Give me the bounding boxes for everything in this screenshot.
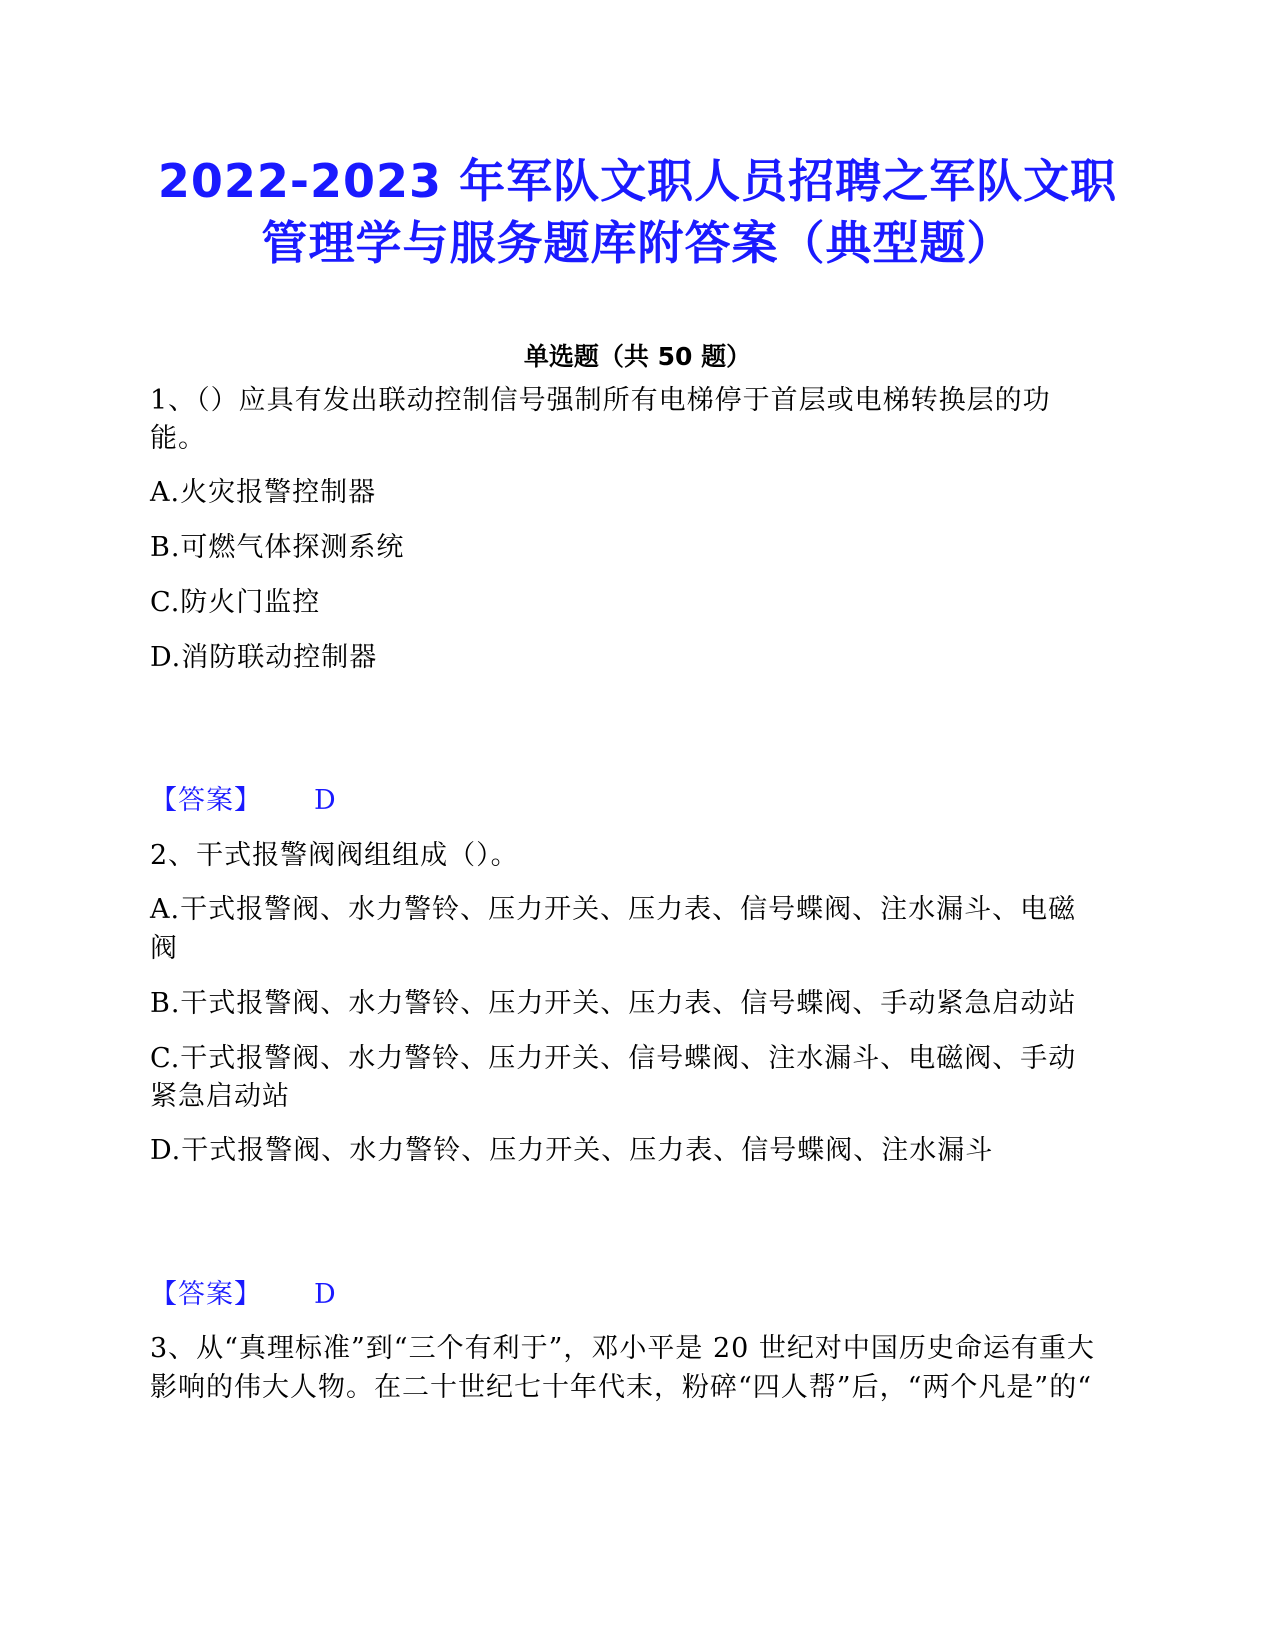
question-1-answer <box>150 778 1110 817</box>
question-2-option-a-line-2: 阀 <box>150 933 178 964</box>
question-1-stem-line-2: 能。 <box>150 423 206 454</box>
section-heading: 单选题（共 50 题） <box>523 342 752 371</box>
question-3-stem-line-1: 3、从“真理标准”到“三个有利于”，邓小平是 20 世纪对中国历史命运有重大 <box>150 1333 1095 1364</box>
question-1-option-d: D.消防联动控制器 <box>150 642 378 673</box>
question-1-option-b: B.可燃气体探测系统 <box>150 532 405 563</box>
question-2-option-c-line-1: C.干式报警阀、水力警铃、压力开关、信号蝶阀、注水漏斗、电磁阀、手动 <box>150 1043 1077 1074</box>
question-2-option-a-line-1: A.干式报警阀、水力警铃、压力开关、压力表、信号蝶阀、注水漏斗、电磁 <box>150 894 1077 925</box>
question-1-option-c: C.防火门监控 <box>150 587 321 618</box>
question-2-stem: 2、干式报警阀阀组组成（）。 <box>150 840 519 871</box>
answer-value: D <box>314 1279 337 1310</box>
question-1-stem-line-1: 1、（）应具有发出联动控制信号强制所有电梯停于首层或电梯转换层的功 <box>150 385 1051 416</box>
question-2-option-d: D.干式报警阀、水力警铃、压力开关、压力表、信号蝶阀、注水漏斗 <box>150 1135 994 1166</box>
question-2-answer <box>150 1272 1110 1311</box>
question-2-option-c-line-2: 紧急启动站 <box>150 1081 290 1112</box>
question-2-option-b: B.干式报警阀、水力警铃、压力开关、压力表、信号蝶阀、手动紧急启动站 <box>150 988 1077 1019</box>
answer-value: D <box>314 785 337 816</box>
question-1-option-a: A.火灾报警控制器 <box>150 477 377 508</box>
question-3-stem-line-2: 影响的伟大人物。在二十世纪七十年代末，粉碎“四人帮”后，“两个凡是”的“ <box>150 1372 1093 1403</box>
document-title-line-1: 2022-2023 年军队文职人员招聘之军队文职 <box>157 154 1118 208</box>
answer-label: 【答案】 <box>150 1279 262 1310</box>
answer-label: 【答案】 <box>150 785 262 816</box>
document-title-line-2: 管理学与服务题库附答案（典型题） <box>261 216 1014 270</box>
